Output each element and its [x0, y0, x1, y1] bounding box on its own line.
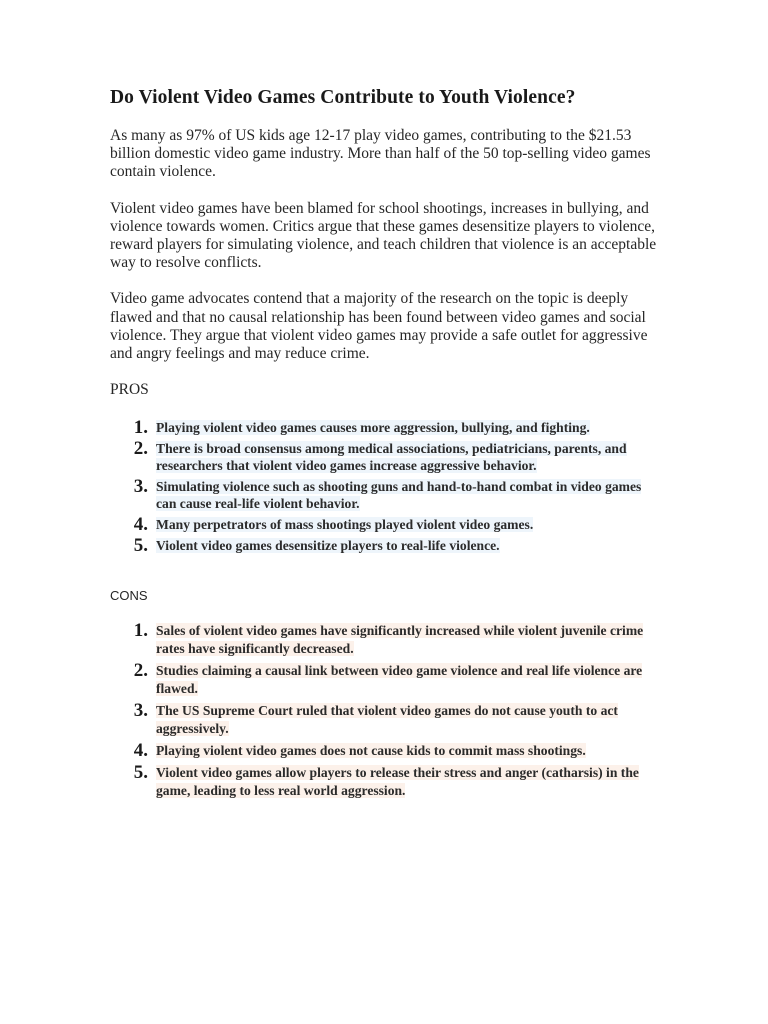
cons-item-text: Violent video games allow players to release their stress and anger (catharsis) in the game, leading to less real world aggression. — [156, 765, 639, 799]
critics-paragraph: Violent video games have been blamed for school shootings, increases in bullying, and violence towards women. Critics argue that these games desensitize players to violence, reward players for simulating violence, and teach children that violence is an acceptable way to resolve conflicts. — [110, 199, 657, 272]
list-number: 4. — [133, 514, 148, 536]
list-number: 4. — [133, 740, 148, 762]
pros-item-text: Violent video games desensitize players to real-life violence. — [156, 538, 500, 554]
pros-item-text: Simulating violence such as shooting guns and hand-to-hand combat in video games can cause real-life violent behavior. — [156, 479, 642, 512]
pros-list — [110, 417, 670, 557]
list-number: 3. — [133, 476, 148, 498]
cons-list-item — [110, 764, 670, 800]
list-number: 3. — [133, 700, 148, 722]
list-number: 5. — [133, 535, 148, 557]
cons-heading: CONS — [110, 588, 148, 604]
pros-list-item — [110, 535, 670, 557]
cons-list-item — [110, 622, 670, 658]
cons-list-item — [110, 662, 670, 698]
pros-list-item — [110, 478, 670, 512]
document-page — [110, 86, 670, 804]
list-number: 1. — [133, 417, 148, 439]
document-title: Do Violent Video Games Contribute to Youth Violence? — [110, 87, 576, 108]
list-number: 5. — [133, 762, 148, 784]
advocates-paragraph: Video game advocates contend that a majority of the research on the topic is deeply flawed and that no causal relationship has been found between video games and social violence. They argue that violent video games may provide a safe outlet for aggressive and angry feelings and may reduce crime. — [110, 290, 648, 363]
list-number: 1. — [133, 620, 148, 642]
cons-item-text: Studies claiming a causal link between video game violence and real life violence are flawed. — [156, 663, 643, 697]
pros-heading: PROS — [110, 381, 149, 399]
cons-item-text: Playing violent video games does not cause kids to commit mass shootings. — [156, 743, 586, 759]
pros-item-text: Many perpetrators of mass shootings played violent video games. — [156, 517, 534, 533]
pros-list-item — [110, 440, 670, 474]
cons-list-item — [110, 702, 670, 738]
pros-list-item — [110, 417, 670, 439]
pros-list-item — [110, 514, 670, 536]
intro-paragraph: As many as 97% of US kids age 12-17 play video games, contributing to the $21.53 billion domestic video game industry. More than half of the 50 top-selling video games contain violence. — [110, 127, 651, 181]
pros-item-text: There is broad consensus among medical associations, pediatricians, parents, and researchers that violent video games increase aggressive behavior. — [156, 441, 627, 474]
cons-item-text: The US Supreme Court ruled that violent video games do not cause youth to act aggressively. — [156, 703, 618, 737]
list-number: 2. — [133, 660, 148, 682]
cons-list-item — [110, 742, 670, 760]
cons-item-text: Sales of violent video games have significantly increased while violent juvenile crime rates have significantly decreased. — [156, 623, 644, 657]
pros-item-text: Playing violent video games causes more aggression, bullying, and fighting. — [156, 420, 590, 436]
list-number: 2. — [133, 438, 148, 460]
cons-list — [110, 622, 670, 800]
